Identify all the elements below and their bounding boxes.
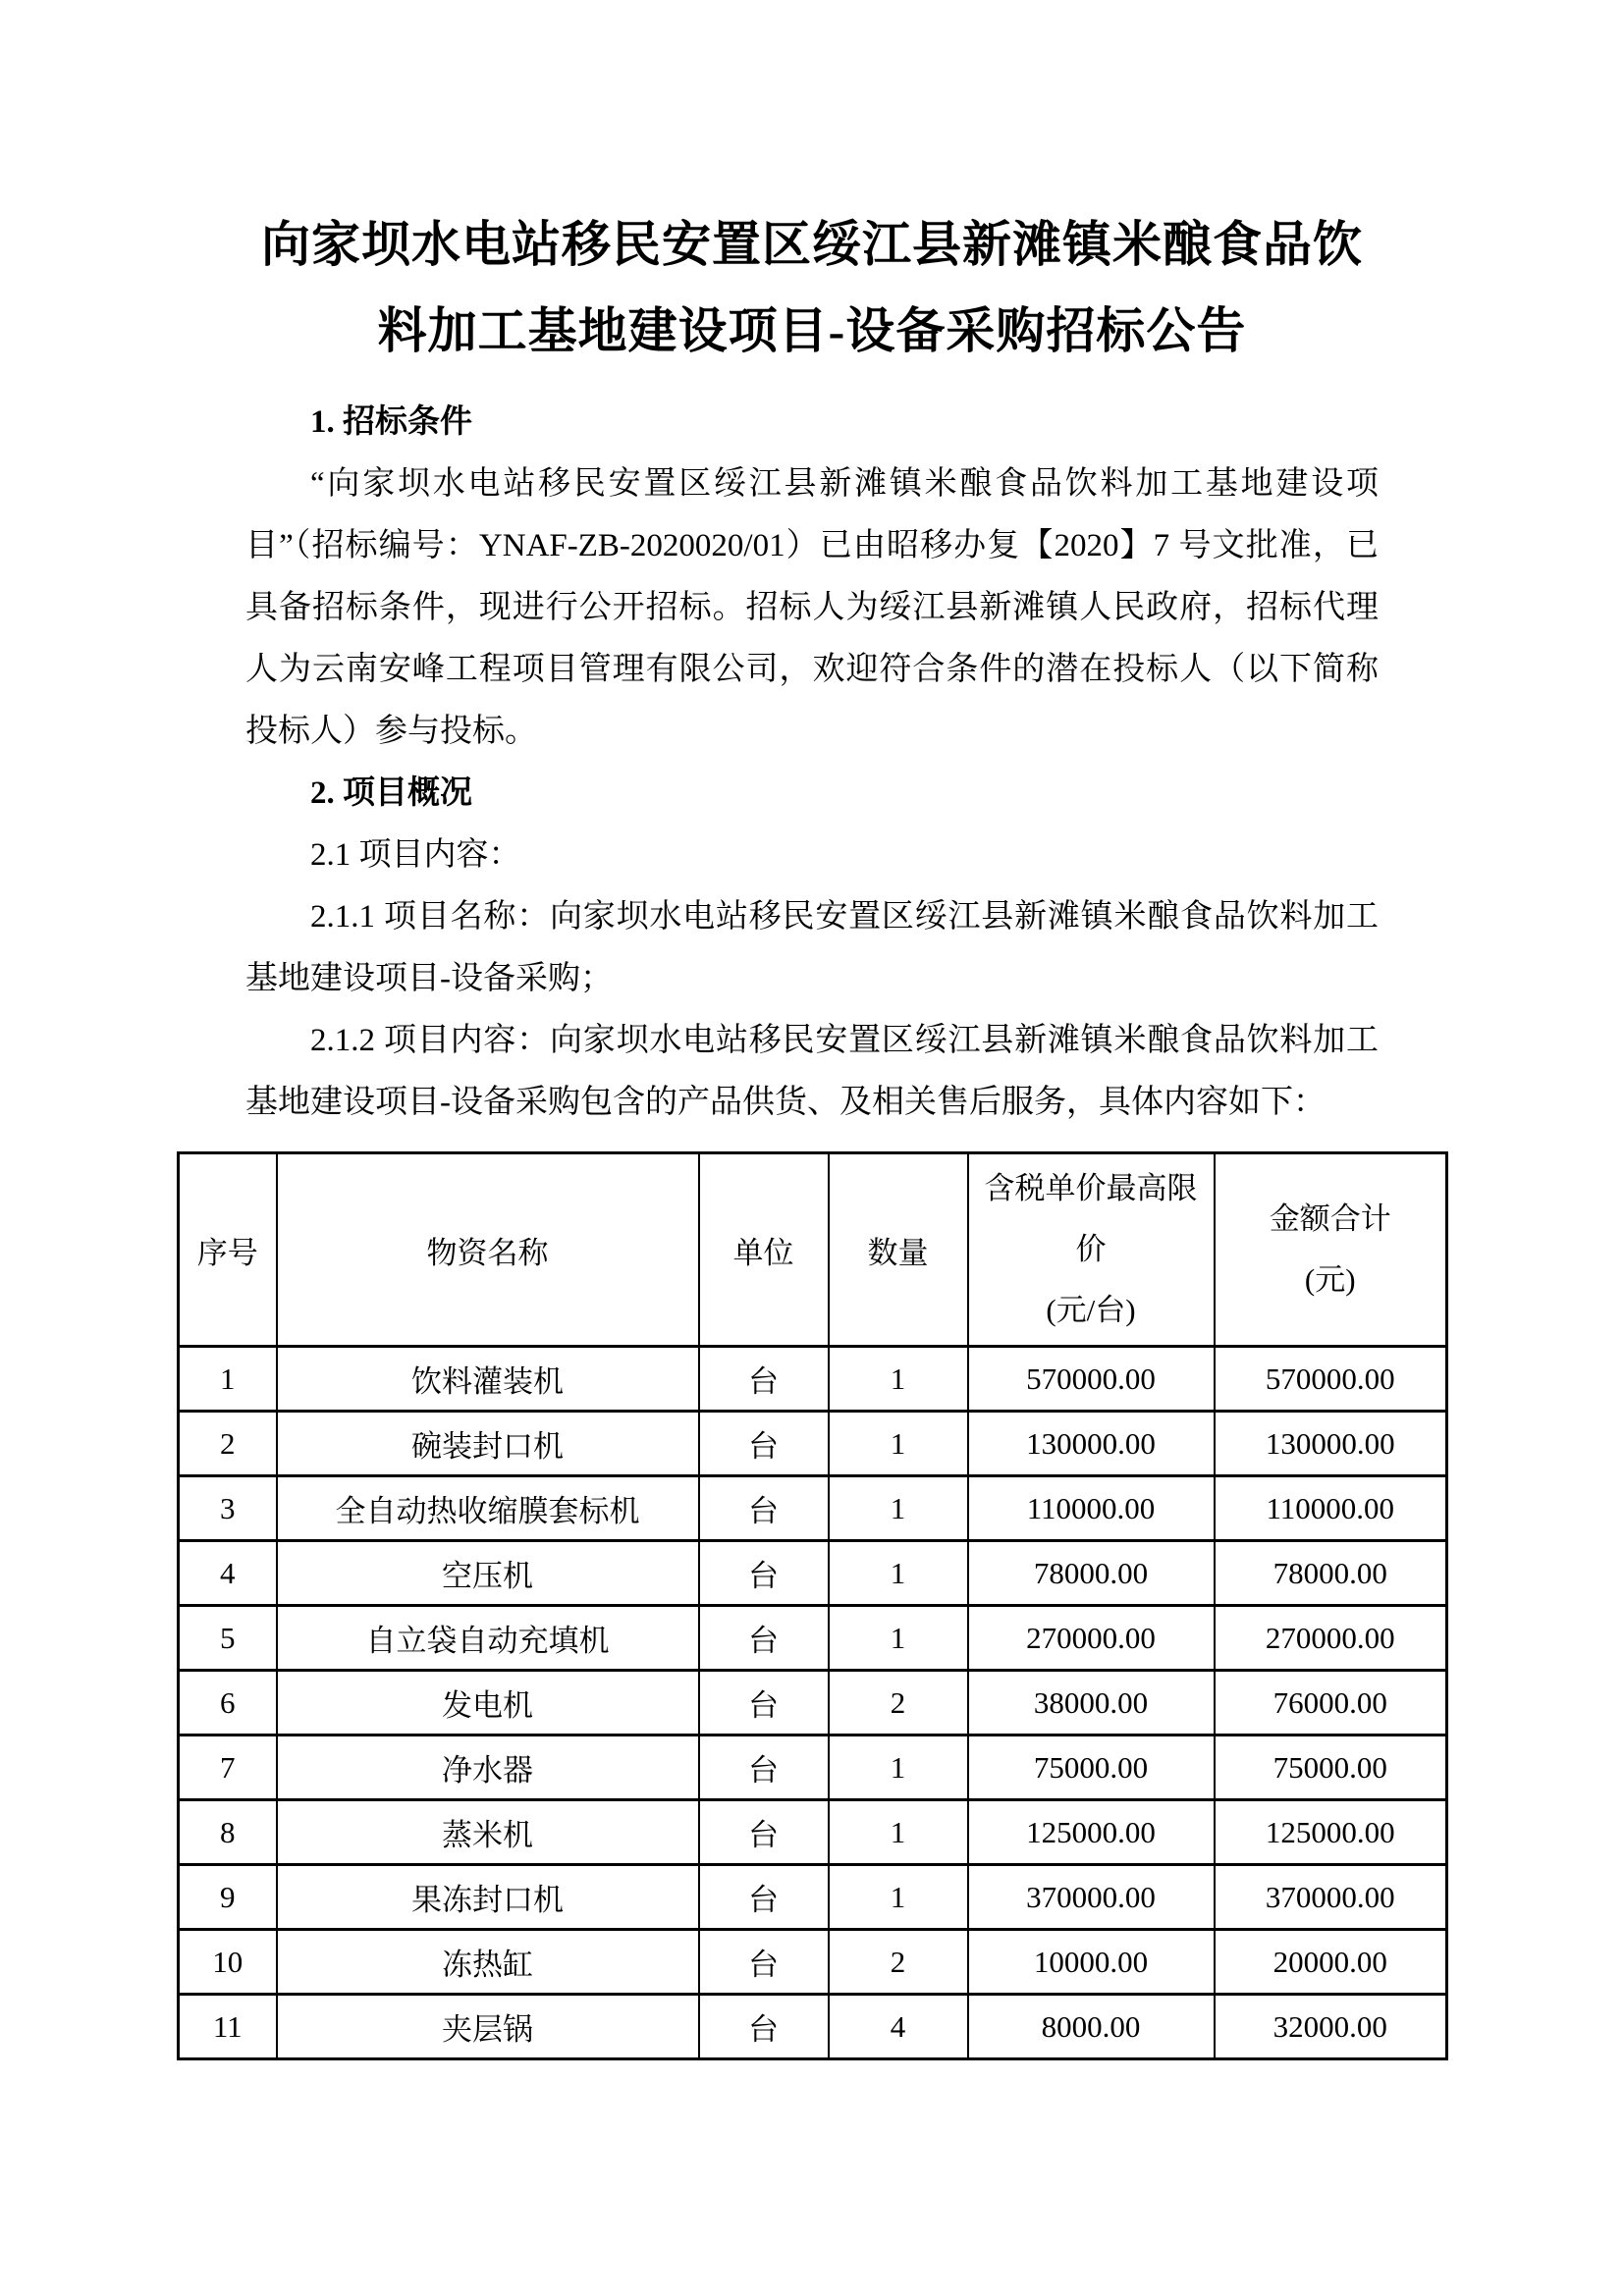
cell-name: 发电机 [277, 1671, 699, 1735]
cell-unit-price: 8000.00 [968, 1995, 1215, 2059]
table-row [179, 1347, 1447, 1412]
cell-unit-price: 270000.00 [968, 1606, 1215, 1671]
cell-unit: 台 [699, 1476, 829, 1541]
cell-name: 果冻封口机 [277, 1865, 699, 1930]
item-2-1-1: 2.1.1 项目名称：向家坝水电站移民安置区绥江县新滩镇米酿食品饮料加工基地建设项目-设备采购； [245, 899, 1379, 996]
table-row [179, 1865, 1447, 1930]
cell-total: 370000.00 [1215, 1865, 1447, 1930]
cell-total: 78000.00 [1215, 1541, 1447, 1606]
cell-unit-price: 125000.00 [968, 1800, 1215, 1865]
cell-name: 冻热缸 [277, 1930, 699, 1995]
cell-unit-price: 75000.00 [968, 1735, 1215, 1800]
cell-qty: 1 [829, 1800, 968, 1865]
cell-total: 76000.00 [1215, 1671, 1447, 1735]
table-row [179, 1412, 1447, 1476]
table-row [179, 1735, 1447, 1800]
cell-total: 20000.00 [1215, 1930, 1447, 1995]
header-unit-price-line-3: (元/台) [1046, 1293, 1136, 1327]
item-2-1: 2.1 项目内容： [310, 837, 521, 873]
cell-index: 4 [179, 1541, 277, 1606]
cell-unit-price: 10000.00 [968, 1930, 1215, 1995]
table-row [179, 1800, 1447, 1865]
cell-unit-price: 38000.00 [968, 1671, 1215, 1735]
cell-unit-price: 130000.00 [968, 1412, 1215, 1476]
cell-unit: 台 [699, 1412, 829, 1476]
cell-unit-price: 370000.00 [968, 1865, 1215, 1930]
item-2-1-2: 2.1.2 项目内容：向家坝水电站移民安置区绥江县新滩镇米酿食品饮料加工基地建设项目-设备采购包含的产品供货、及相关售后服务，具体内容如下： [245, 1023, 1379, 1120]
header-total-line-2: (元) [1304, 1262, 1356, 1297]
cell-index: 7 [179, 1735, 277, 1800]
section-2-heading: 2. 项目概况 [310, 775, 472, 811]
cell-name: 自立袋自动充填机 [277, 1606, 699, 1671]
cell-qty: 2 [829, 1671, 968, 1735]
cell-qty: 1 [829, 1606, 968, 1671]
title-line-2: 料加工基地建设项目-设备采购招标公告 [377, 303, 1247, 358]
cell-unit: 台 [699, 1735, 829, 1800]
cell-qty: 1 [829, 1476, 968, 1541]
cell-index: 1 [179, 1347, 277, 1412]
cell-total: 270000.00 [1215, 1606, 1447, 1671]
cell-qty: 2 [829, 1930, 968, 1995]
header-unit-price-line-2: 价 [1075, 1232, 1107, 1266]
cell-index: 2 [179, 1412, 277, 1476]
header-index: 序号 [179, 1153, 277, 1347]
table-row [179, 1606, 1447, 1671]
table-row [179, 1541, 1447, 1606]
cell-index: 6 [179, 1671, 277, 1735]
section-1-paragraph: “向家坝水电站移民安置区绥江县新滩镇米酿食品饮料加工基地建设项目”（招标编号：YNAF-ZB-2020020/01）已由昭移办复【2020】7 号文批准，已具备招标条件，现进行公开招标。招标人为绥江县新滩镇人民政府，招标代理人为云南安峰工程项目管理有限公司，欢迎符合条件的潜在投标人（以下简称投标人）参与投标。 [245, 466, 1379, 749]
header-qty: 数量 [829, 1153, 968, 1347]
cell-total: 570000.00 [1215, 1347, 1447, 1412]
cell-index: 10 [179, 1930, 277, 1995]
cell-name: 饮料灌装机 [277, 1347, 699, 1412]
table-row [179, 1995, 1447, 2059]
header-total [1215, 1153, 1447, 1347]
cell-unit: 台 [699, 1930, 829, 1995]
cell-name: 碗装封口机 [277, 1412, 699, 1476]
cell-unit: 台 [699, 1606, 829, 1671]
cell-qty: 1 [829, 1865, 968, 1930]
cell-unit: 台 [699, 1995, 829, 2059]
cell-total: 130000.00 [1215, 1412, 1447, 1476]
table-header-row [179, 1153, 1447, 1347]
cell-total: 125000.00 [1215, 1800, 1447, 1865]
cell-name: 夹层锅 [277, 1995, 699, 2059]
table-row [179, 1930, 1447, 1995]
cell-total: 110000.00 [1215, 1476, 1447, 1541]
cell-total: 75000.00 [1215, 1735, 1447, 1800]
cell-unit-price: 110000.00 [968, 1476, 1215, 1541]
header-total-line-1: 金额合计 [1269, 1201, 1391, 1236]
cell-index: 11 [179, 1995, 277, 2059]
header-name: 物资名称 [277, 1153, 699, 1347]
table-row [179, 1671, 1447, 1735]
cell-unit: 台 [699, 1865, 829, 1930]
cell-unit: 台 [699, 1800, 829, 1865]
title-line-1: 向家坝水电站移民安置区绥江县新滩镇米酿食品饮 [261, 217, 1363, 272]
document-title [245, 201, 1379, 374]
cell-name: 净水器 [277, 1735, 699, 1800]
header-unit-price-line-1: 含税单价最高限 [984, 1171, 1198, 1205]
cell-qty: 1 [829, 1735, 968, 1800]
cell-index: 3 [179, 1476, 277, 1541]
cell-unit: 台 [699, 1347, 829, 1412]
cell-index: 8 [179, 1800, 277, 1865]
cell-name: 全自动热收缩膜套标机 [277, 1476, 699, 1541]
cell-unit-price: 78000.00 [968, 1541, 1215, 1606]
cell-qty: 1 [829, 1412, 968, 1476]
cell-qty: 1 [829, 1541, 968, 1606]
cell-index: 9 [179, 1865, 277, 1930]
cell-unit: 台 [699, 1541, 829, 1606]
cell-index: 5 [179, 1606, 277, 1671]
cell-total: 32000.00 [1215, 1995, 1447, 2059]
section-1-heading: 1. 招标条件 [310, 404, 472, 440]
header-unit: 单位 [699, 1153, 829, 1347]
equipment-table [177, 1151, 1448, 2060]
cell-qty: 1 [829, 1347, 968, 1412]
cell-qty: 4 [829, 1995, 968, 2059]
cell-name: 空压机 [277, 1541, 699, 1606]
cell-unit: 台 [699, 1671, 829, 1735]
table-row [179, 1476, 1447, 1541]
header-unit-price [968, 1153, 1215, 1347]
cell-unit-price: 570000.00 [968, 1347, 1215, 1412]
cell-name: 蒸米机 [277, 1800, 699, 1865]
